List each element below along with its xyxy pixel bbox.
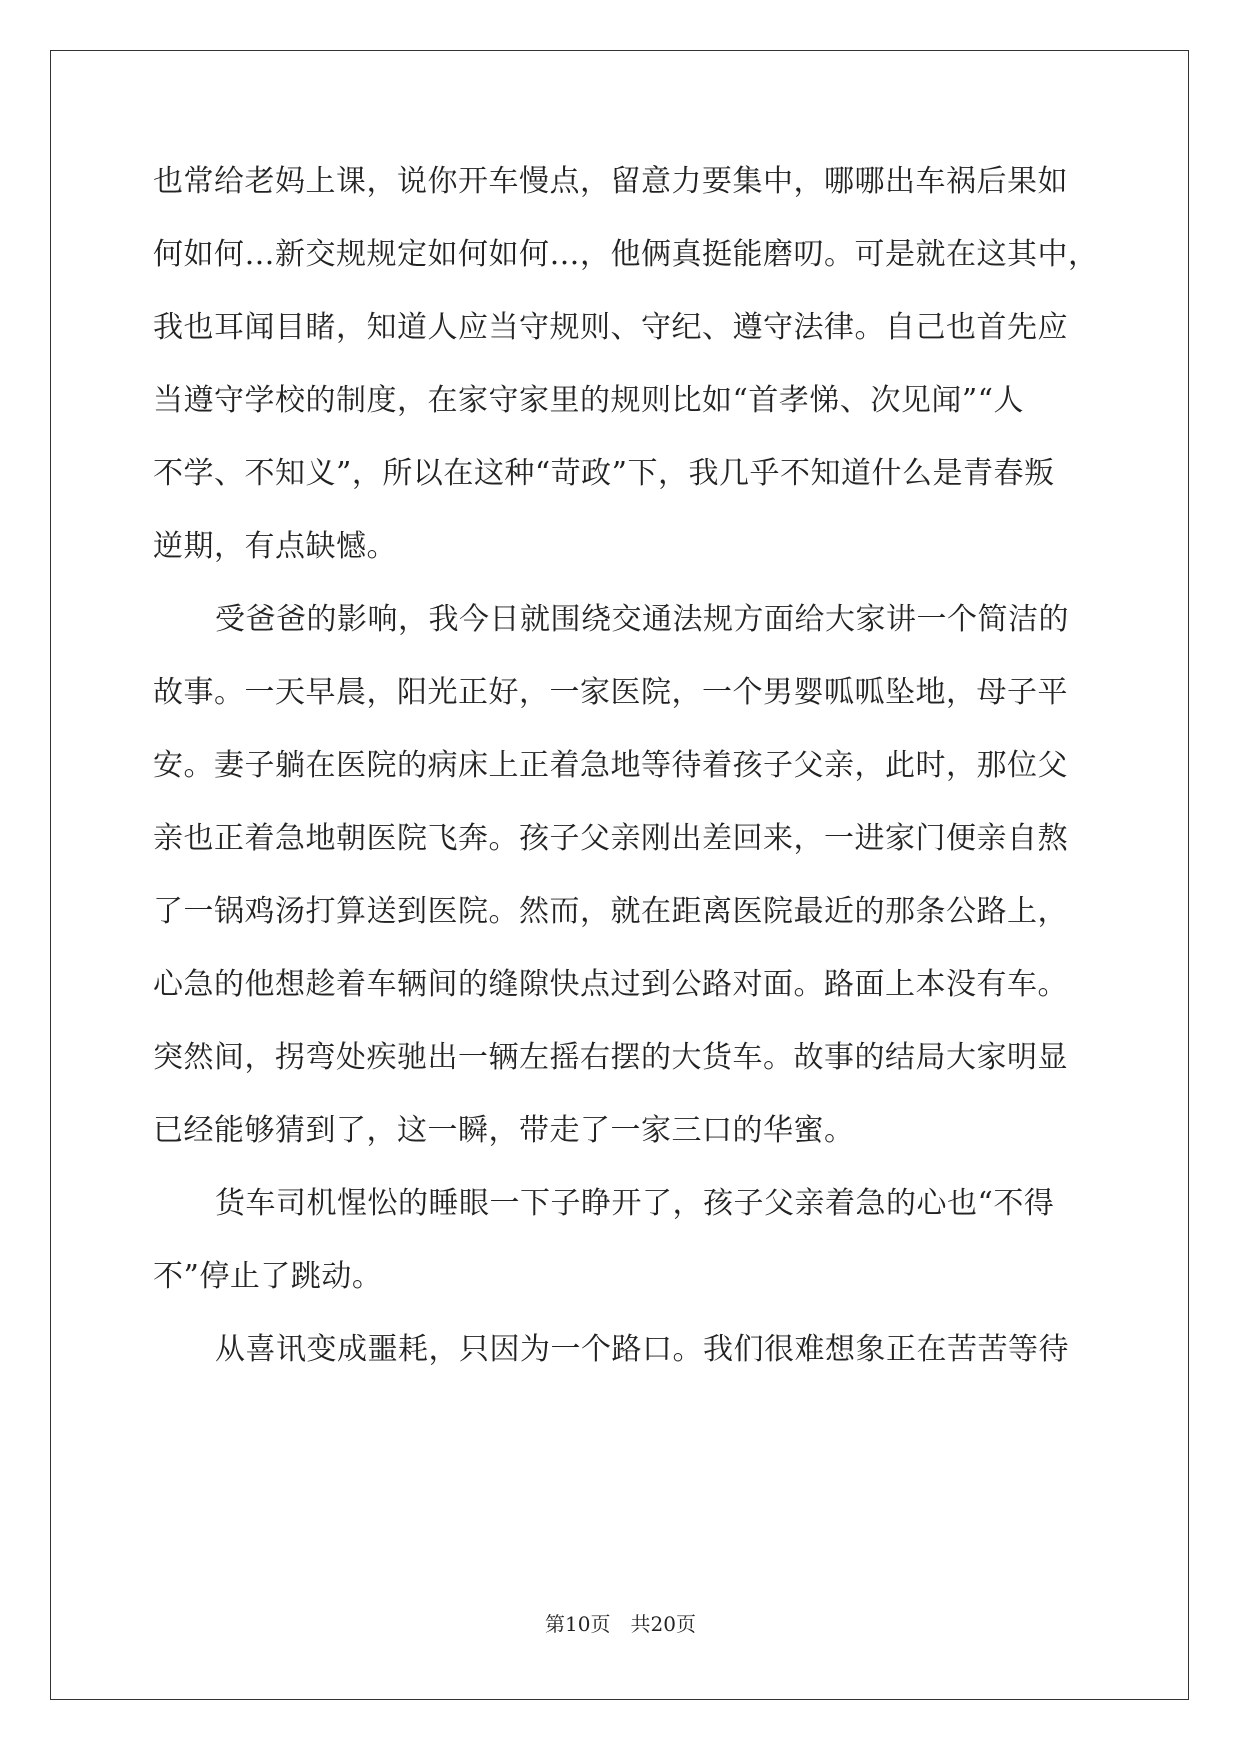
paragraph-start-line: 受爸爸的影响，我今日就围绕交通法规方面给大家讲一个简洁的 [215,602,1069,637]
paragraph-start-line: 货车司机惺忪的睡眼一下子睁开了，孩子父亲着急的心也“不得 [215,1186,1055,1221]
text-line: 逆期，有点缺憾。 [153,529,397,564]
text-line: 突然间，拐弯处疾驰出一辆左摇右摆的大货车。故事的结局大家明显 [153,1040,1068,1075]
text-line: 当遵守学校的制度，在家守家里的规则比如“首孝悌、次见闻”“人 [153,383,1025,418]
text-line: 故事。一天早晨，阳光正好，一家医院，一个男婴呱呱坠地，母子平 [153,675,1068,710]
text-line: 心急的他想趁着车辆间的缝隙快点过到公路对面。路面上本没有车。 [153,967,1068,1002]
text-line: 安。妻子躺在医院的病床上正着急地等待着孩子父亲，此时，那位父 [153,748,1068,783]
text-line: 何如何…新交规规定如何如何…，他俩真挺能磨叨。可是就在这其中， [153,237,1099,272]
text-line: 亲也正着急地朝医院飞奔。孩子父亲刚出差回来，一进家门便亲自熬 [153,821,1068,856]
text-line: 不学、不知义”，所以在这种“苛政”下，我几乎不知道什么是青春叛 [153,456,1055,491]
text-line: 不”停止了跳动。 [153,1259,383,1294]
page-border [50,50,1189,1700]
paragraph-start-line: 从喜讯变成噩耗，只因为一个路口。我们很难想象正在苦苦等待 [215,1332,1069,1367]
text-line: 了一锅鸡汤打算送到医院。然而，就在距离医院最近的那条公路上， [153,894,1068,929]
text-line: 已经能够猜到了，这一瞬，带走了一家三口的华蜜。 [153,1113,855,1148]
page-number: 第10页 [545,1612,611,1636]
page-footer [0,1610,1241,1638]
page-total: 共20页 [630,1612,696,1636]
text-line: 我也耳闻目睹，知道人应当守规则、守纪、遵守法律。自己也首先应 [153,310,1068,345]
text-line: 也常给老妈上课，说你开车慢点，留意力要集中，哪哪出车祸后果如 [153,164,1068,199]
